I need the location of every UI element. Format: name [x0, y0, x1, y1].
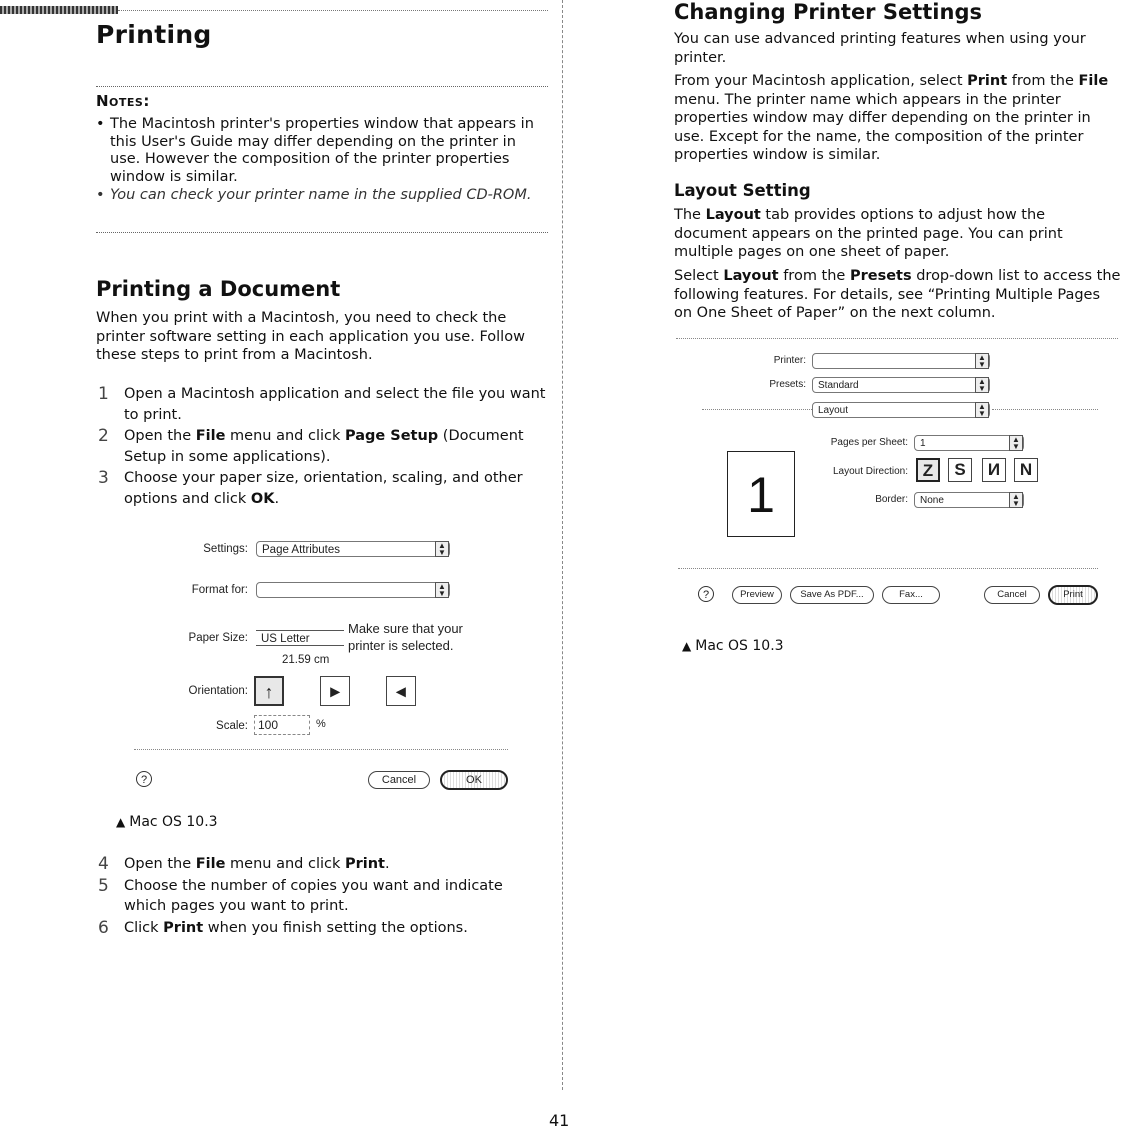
- column-divider: [562, 0, 563, 1090]
- text-span: The: [674, 207, 706, 223]
- step-number: 1: [98, 384, 109, 404]
- popup-arrows-icon: ▲ ▼: [1009, 492, 1023, 508]
- portrait-icon[interactable]: ↑: [254, 676, 284, 706]
- landscape-reverse-icon[interactable]: ◂: [386, 676, 416, 706]
- popup-arrows-icon: ▲ ▼: [1009, 435, 1023, 451]
- presets-popup[interactable]: [812, 377, 990, 393]
- popup-arrows-icon: ▲ ▼: [975, 377, 989, 393]
- settings-value: Page Attributes: [262, 544, 340, 556]
- bullet: •: [96, 187, 105, 203]
- step-bold-text: OK: [250, 490, 275, 507]
- notes-bottom-rule: [96, 232, 548, 233]
- step-bold-text: Print: [344, 856, 385, 872]
- step-bold-text: Print: [163, 919, 204, 936]
- step-text: Choose your paper size, orientation, scaling, and other options and click: [124, 470, 523, 507]
- step-text: (Document Setup in some applications).: [124, 428, 524, 465]
- text-span: from the: [778, 268, 850, 284]
- section-title-printing-document: Printing a Document: [96, 277, 341, 301]
- page-title: Printing: [96, 20, 212, 49]
- step-number: 3: [98, 468, 109, 488]
- bullet: •: [96, 116, 105, 132]
- paper-dimensions: 21.59 cm: [282, 654, 330, 666]
- section-title-changing-settings: Changing Printer Settings: [674, 0, 982, 24]
- direction-n-icon[interactable]: N: [1014, 458, 1038, 482]
- note-text: The Macintosh printer's properties window that appears in this User's Guide may differ depending on the printer in use. However the composition of the printer properties window is similar.: [110, 116, 534, 185]
- fax-button[interactable]: Fax...: [882, 586, 940, 604]
- step-bold-text: File: [195, 856, 226, 872]
- dialog-separator: [134, 749, 508, 750]
- ok-button[interactable]: OK: [440, 770, 508, 790]
- cancel-button[interactable]: Cancel: [984, 586, 1040, 604]
- text-span: from the: [1007, 73, 1079, 89]
- paper-size-label: Paper Size:: [188, 632, 248, 644]
- step-bold-text: Page Setup: [344, 428, 439, 444]
- popup-arrows-icon: ▲ ▼: [435, 541, 449, 557]
- right-paragraph-4: [674, 267, 1122, 323]
- help-button[interactable]: ?: [136, 771, 152, 787]
- panel-rule-right: [992, 409, 1098, 410]
- dialog-top-edge: [676, 338, 1118, 339]
- presets-label: Presets:: [769, 379, 806, 390]
- step-text: Click: [124, 919, 164, 936]
- layout-direction-label: Layout Direction:: [832, 466, 908, 477]
- text-span: From your Macintosh application, select: [674, 73, 968, 89]
- landscape-icon[interactable]: ▸: [320, 676, 350, 706]
- bold-span: Layout: [705, 207, 761, 223]
- caption-text: Mac OS 10.3: [129, 814, 218, 830]
- text-span: tab provides options to adjust how the document appears on the printed page. You can print multiple pages on one sheet of paper.: [674, 207, 1063, 260]
- direction-z-icon[interactable]: Z: [916, 458, 940, 482]
- text-span: menu. The printer name which appears in the printer properties window may differ depending on the printer in use. Except for the name, the composition of the printer properties window is similar.: [674, 91, 1091, 163]
- step-item: [96, 426, 548, 467]
- direction-n-reverse-icon[interactable]: И: [982, 458, 1006, 482]
- bold-span: Layout: [723, 268, 779, 284]
- border-popup[interactable]: [914, 492, 1024, 508]
- steps-list-b: [96, 854, 548, 939]
- bold-span: File: [1078, 73, 1109, 89]
- scale-label: Scale:: [216, 720, 248, 732]
- triangle-icon: ▲: [116, 815, 126, 829]
- popup-arrows-icon: ▲ ▼: [975, 353, 989, 369]
- paper-size-popup[interactable]: [256, 630, 344, 646]
- settings-popup[interactable]: [256, 541, 450, 557]
- right-intro-paragraph: You can use advanced printing features when using your printer.: [674, 31, 1086, 66]
- printer-label: Printer:: [773, 355, 806, 366]
- popup-arrows-icon: ▲ ▼: [975, 402, 989, 418]
- step-text: Choose the number of copies you want and indicate which pages you want to print.: [124, 877, 503, 914]
- format-for-label: Format for:: [191, 584, 248, 596]
- note-item: [96, 116, 548, 186]
- step-item: [96, 918, 548, 939]
- border-value: None: [920, 495, 944, 506]
- panel-value: Layout: [818, 405, 849, 416]
- notes-top-rule: [96, 86, 548, 87]
- panel-popup[interactable]: [812, 402, 990, 418]
- save-as-pdf-button[interactable]: Save As PDF...: [790, 586, 874, 604]
- step-text: Open a Macintosh application and select the file you want to print.: [124, 386, 546, 423]
- page-setup-dialog: [130, 530, 530, 795]
- figure-caption-b: [682, 638, 784, 654]
- notes-label: Notes:: [96, 92, 150, 110]
- bold-span: Presets: [849, 268, 912, 284]
- right-paragraph-3: [674, 206, 1122, 262]
- intro-paragraph: When you print with a Macintosh, you need to check the printer software setting in each application you use. Follow these steps to print from a Macintosh.: [96, 310, 525, 363]
- popup-arrows-icon: ▲ ▼: [435, 582, 449, 598]
- text-span: drop-down list to access the following features. For details, see “Printing Multiple Pages on One Sheet of Paper” on the next column.: [674, 268, 1121, 321]
- pages-per-sheet-label: Pages per Sheet:: [830, 437, 908, 448]
- scale-input[interactable]: 100: [254, 715, 310, 735]
- header-strip: [0, 6, 118, 14]
- preview-button[interactable]: Preview: [732, 586, 782, 604]
- layout-setting-title: Layout Setting: [674, 181, 811, 200]
- border-label: Border:: [875, 494, 908, 505]
- cancel-button[interactable]: Cancel: [368, 771, 430, 789]
- step-text: Open the: [124, 856, 196, 872]
- dialog-separator: [678, 568, 1098, 569]
- text-span: Select: [674, 268, 724, 284]
- paper-size-value: US Letter: [261, 633, 310, 645]
- step-number: 4: [98, 854, 109, 874]
- layout-preview: 1: [727, 451, 795, 537]
- steps-list-a: [96, 384, 548, 510]
- step-number: 2: [98, 426, 109, 446]
- orientation-label: Orientation:: [188, 685, 248, 697]
- right-paragraph-2: [674, 72, 1122, 165]
- printer-popup[interactable]: [812, 353, 990, 369]
- note-text: You can check your printer name in the supplied CD-ROM.: [110, 187, 532, 203]
- step-bold-text: File: [195, 428, 226, 444]
- direction-s-icon[interactable]: S: [948, 458, 972, 482]
- step-item: [96, 384, 548, 425]
- step-number: 5: [98, 875, 109, 896]
- step-text: .: [274, 490, 280, 507]
- page-number: 41: [549, 1111, 570, 1130]
- pages-per-sheet-value: 1: [920, 438, 926, 449]
- panel-rule-left: [702, 409, 812, 410]
- bold-span: Print: [967, 73, 1008, 89]
- format-for-popup[interactable]: [256, 582, 450, 598]
- step-text: .: [385, 856, 390, 872]
- pages-per-sheet-popup[interactable]: [914, 435, 1024, 451]
- step-item: [96, 876, 548, 917]
- step-text: when you finish setting the options.: [203, 919, 468, 936]
- triangle-icon: ▲: [682, 639, 692, 653]
- step-number: 6: [98, 917, 109, 938]
- step-item: [96, 468, 548, 509]
- help-button[interactable]: ?: [698, 586, 714, 602]
- step-text: menu and click: [225, 428, 345, 444]
- caption-text: Mac OS 10.3: [695, 638, 784, 654]
- print-button[interactable]: Print: [1048, 585, 1098, 605]
- scale-unit: %: [316, 718, 326, 730]
- presets-value: Standard: [818, 380, 859, 391]
- settings-label: Settings:: [203, 543, 248, 555]
- header-rule: [118, 10, 548, 11]
- step-text: Open the: [124, 428, 196, 444]
- step-item: [96, 854, 548, 875]
- figure-caption-a: [116, 814, 218, 830]
- callout-text: Make sure that your printer is selected.: [348, 621, 463, 653]
- step-text: menu and click: [225, 856, 345, 872]
- note-item: [96, 187, 548, 205]
